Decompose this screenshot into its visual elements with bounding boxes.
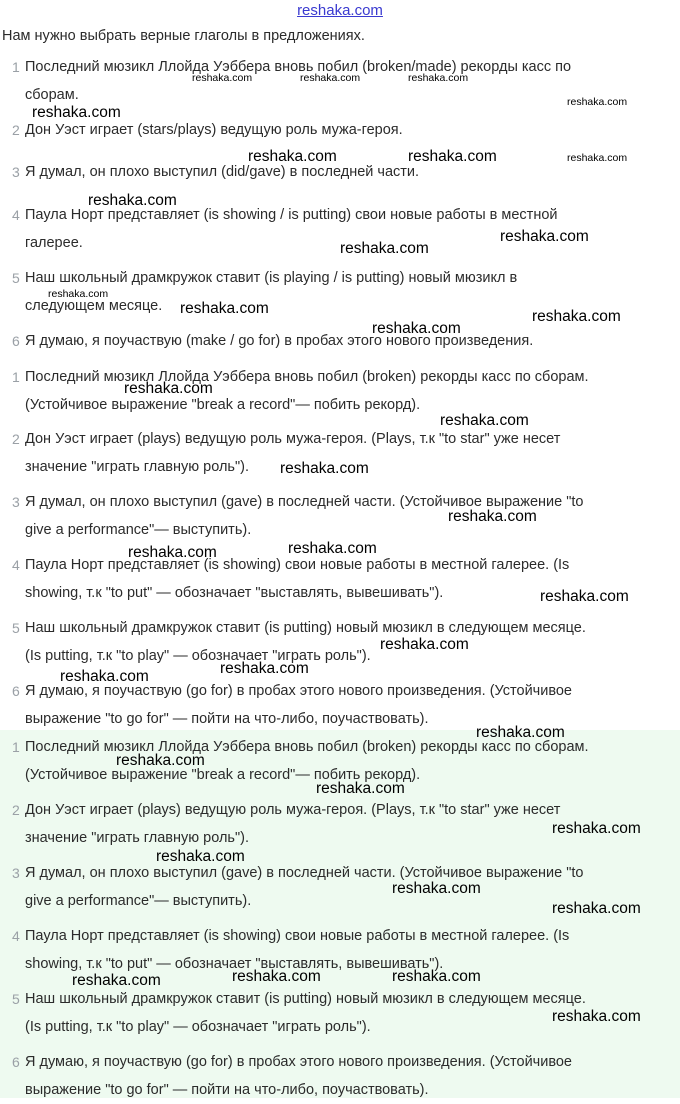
watermark: reshaka.com bbox=[392, 968, 481, 985]
item-text: Последний мюзикл Ллойда Уэббера вновь побил (broken) рекорды касс по сборам. (Устойчивое выражение "break a record"— побить рекорд). bbox=[25, 739, 589, 783]
watermark: reshaka.com bbox=[380, 636, 469, 653]
watermark: reshaka.com bbox=[124, 380, 213, 397]
watermark: reshaka.com bbox=[288, 540, 377, 557]
watermark: reshaka.com bbox=[316, 780, 405, 797]
item-text: Наш школьный драмкружок ставит (is playing / is putting) новый мюзикл в следующем месяце. bbox=[25, 270, 518, 314]
item-text: Я думаю, я поучаствую (make / go for) в пробах этого нового произведения. bbox=[25, 333, 534, 349]
intro-text: Нам нужно выбрать верные глаголы в предложениях. bbox=[2, 28, 365, 44]
item-text: Дон Уэст играет (plays) ведущую роль мужа-героя. (Plays, т.к "to star" уже несет значение "играть главную роль"). bbox=[25, 802, 561, 846]
watermark: reshaka.com bbox=[128, 544, 217, 561]
watermark: reshaka.com bbox=[232, 968, 321, 985]
item-number: 3 bbox=[12, 865, 20, 881]
item-number: 1 bbox=[12, 739, 20, 755]
watermark: reshaka.com bbox=[552, 900, 641, 917]
item-number: 5 bbox=[12, 270, 20, 286]
watermark: reshaka.com bbox=[500, 228, 589, 245]
item-number: 2 bbox=[12, 802, 20, 818]
watermark: reshaka.com bbox=[300, 72, 361, 84]
watermark: reshaka.com bbox=[408, 148, 497, 165]
item-number: 2 bbox=[12, 122, 20, 138]
watermark: reshaka.com bbox=[116, 752, 205, 769]
item-text: Последний мюзикл Ллойда Уэббера вновь побил (broken) рекорды касс по сборам. (Устойчивое выражение "break a record"— побить рекорд). bbox=[25, 369, 589, 413]
site-header-link[interactable]: reshaka.com bbox=[297, 2, 383, 19]
item-number: 5 bbox=[12, 991, 20, 1007]
watermark: reshaka.com bbox=[248, 148, 337, 165]
item-text: Я думал, он плохо выступил (gave) в последней части. (Устойчивое выражение "to give a performance"— выступить). bbox=[25, 865, 584, 909]
item-number: 6 bbox=[12, 333, 20, 349]
item-text: Последний мюзикл Ллойда Уэббера вновь побил (broken/made) рекорды касс по сборам. bbox=[25, 59, 572, 103]
watermark: reshaka.com bbox=[440, 412, 529, 429]
watermark: reshaka.com bbox=[408, 72, 469, 84]
item-number: 5 bbox=[12, 620, 20, 636]
watermark: reshaka.com bbox=[72, 972, 161, 989]
item-number: 3 bbox=[12, 164, 20, 180]
watermark: reshaka.com bbox=[448, 508, 537, 525]
item-number: 1 bbox=[12, 59, 20, 75]
watermark: reshaka.com bbox=[340, 240, 429, 257]
watermark: reshaka.com bbox=[552, 1008, 641, 1025]
item-text: Я думал, он плохо выступил (gave) в последней части. (Устойчивое выражение "to give a performance"— выступить). bbox=[25, 494, 584, 538]
watermark: reshaka.com bbox=[220, 660, 309, 677]
item-text: Я думаю, я поучаствую (go for) в пробах этого нового произведения. (Устойчивое выражение "to go for" — пойти на что-либо, поучаствовать). bbox=[25, 683, 572, 727]
watermark: reshaka.com bbox=[372, 320, 461, 337]
item-text: Дон Уэст играет (plays) ведущую роль мужа-героя. (Plays, т.к "to star" уже несет значение "играть главную роль"). bbox=[25, 431, 561, 475]
item-text: Я думал, он плохо выступил (did/gave) в последней части. bbox=[25, 164, 420, 180]
item-number: 4 bbox=[12, 207, 20, 223]
item-number: 6 bbox=[12, 1054, 20, 1070]
item-number: 6 bbox=[12, 683, 20, 699]
item-number: 3 bbox=[12, 494, 20, 510]
watermark: reshaka.com bbox=[476, 724, 565, 741]
item-text: Наш школьный драмкружок ставит (is putting) новый мюзикл в следующем месяце. (Is putting, т.к "to play" — обозначает "играть роль"). bbox=[25, 991, 586, 1035]
watermark: reshaka.com bbox=[60, 668, 149, 685]
watermark: reshaka.com bbox=[48, 288, 109, 300]
watermark: reshaka.com bbox=[180, 300, 269, 317]
watermark: reshaka.com bbox=[192, 72, 253, 84]
item-text: Я думаю, я поучаствую (go for) в пробах этого нового произведения. (Устойчивое выражение "to go for" — пойти на что-либо, поучаствовать). bbox=[25, 1054, 572, 1098]
watermark: reshaka.com bbox=[88, 192, 177, 209]
item-number: 2 bbox=[12, 431, 20, 447]
item-number: 1 bbox=[12, 369, 20, 385]
watermark: reshaka.com bbox=[567, 152, 628, 164]
item-text: Дон Уэст играет (stars/plays) ведущую роль мужа-героя. bbox=[25, 122, 403, 138]
item-text: Наш школьный драмкружок ставит (is putting) новый мюзикл в следующем месяце. (Is putting, т.к "to play" — обозначает "играть роль"). bbox=[25, 620, 586, 664]
watermark: reshaka.com bbox=[156, 848, 245, 865]
watermark: reshaka.com bbox=[532, 308, 621, 325]
watermark: reshaka.com bbox=[540, 588, 629, 605]
watermark: reshaka.com bbox=[280, 460, 369, 477]
item-text: Паула Норт представляет (is showing / is putting) свои новые работы в местной галерее. bbox=[25, 207, 558, 251]
watermark: reshaka.com bbox=[552, 820, 641, 837]
watermark: reshaka.com bbox=[392, 880, 481, 897]
watermark: reshaka.com bbox=[32, 104, 121, 121]
item-number: 4 bbox=[12, 928, 20, 944]
item-text: Паула Норт представляет (is showing) свои новые работы в местной галерее. (Is showing, т.к "to put" — обозначает "выставлять, вывешивать"). bbox=[25, 557, 570, 601]
tasks-section bbox=[0, 0, 680, 360]
item-number: 4 bbox=[12, 557, 20, 573]
watermark: reshaka.com bbox=[567, 96, 628, 108]
item-text: Паула Норт представляет (is showing) свои новые работы в местной галерее. (Is showing, т.к "to put" — обозначает "выставлять, вывешивать"). bbox=[25, 928, 570, 972]
